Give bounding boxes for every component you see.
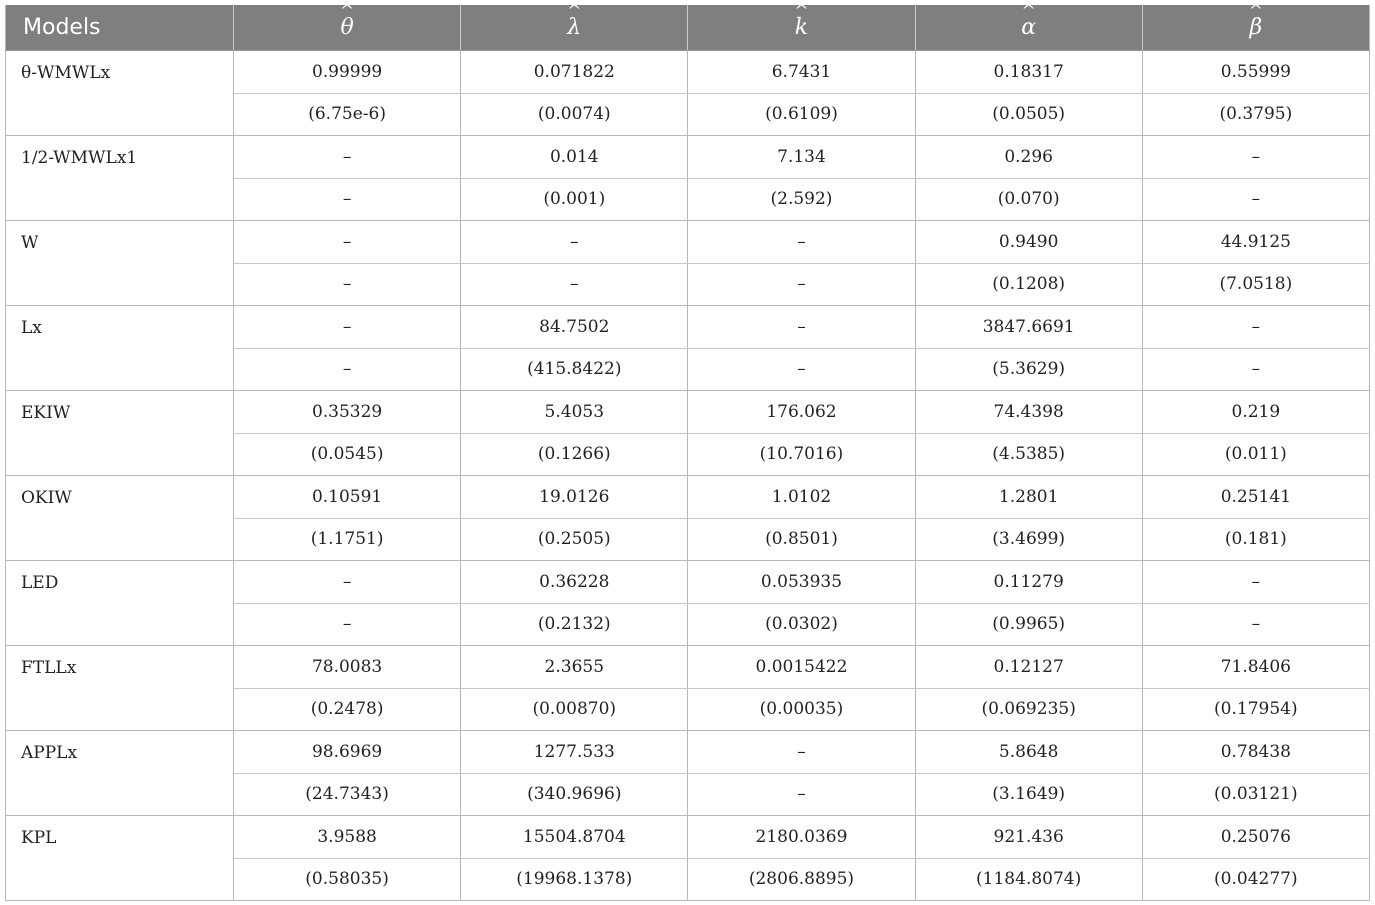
cell-theta-se: (0.58035)	[234, 858, 461, 901]
estimate-row	[6, 136, 1370, 179]
cell-alpha: 5.8648	[915, 731, 1142, 774]
cell-alpha-se: (0.0505)	[915, 93, 1142, 136]
model-name: OKIW	[6, 476, 234, 561]
model-name: FTLLx	[6, 646, 234, 731]
cell-alpha-se: (1184.8074)	[915, 858, 1142, 901]
cell-theta: 0.99999	[234, 51, 461, 94]
cell-beta: 0.55999	[1142, 51, 1369, 94]
cell-lambda-se: (0.0074)	[461, 93, 688, 136]
parameter-estimates-table	[5, 5, 1370, 901]
cell-k: –	[688, 221, 915, 264]
cell-k-se: –	[688, 263, 915, 306]
cell-theta-se: –	[234, 263, 461, 306]
cell-theta-se: –	[234, 178, 461, 221]
cell-alpha: 921.436	[915, 816, 1142, 859]
lambda-hat-symbol: ^ λ	[567, 15, 581, 40]
cell-alpha-se: (3.1649)	[915, 773, 1142, 816]
cell-lambda: 5.4053	[461, 391, 688, 434]
cell-theta: –	[234, 221, 461, 264]
estimate-row	[6, 646, 1370, 689]
cell-beta-se: (7.0518)	[1142, 263, 1369, 306]
cell-alpha: 0.12127	[915, 646, 1142, 689]
cell-theta: 98.6969	[234, 731, 461, 774]
cell-alpha: 74.4398	[915, 391, 1142, 434]
estimate-row	[6, 816, 1370, 859]
cell-lambda-se: (0.1266)	[461, 433, 688, 476]
cell-beta-se: –	[1142, 603, 1369, 646]
cell-beta-se: (0.17954)	[1142, 688, 1369, 731]
cell-beta-se: (0.181)	[1142, 518, 1369, 561]
cell-lambda-se: (340.9696)	[461, 773, 688, 816]
cell-k: 176.062	[688, 391, 915, 434]
cell-alpha: 3847.6691	[915, 306, 1142, 349]
estimate-row	[6, 51, 1370, 94]
cell-beta-se: (0.011)	[1142, 433, 1369, 476]
beta-hat-symbol: ^ β	[1249, 15, 1262, 40]
model-name: LED	[6, 561, 234, 646]
cell-k-se: (0.6109)	[688, 93, 915, 136]
theta-hat-symbol: ^ θ	[340, 15, 353, 40]
cell-theta-se: (24.7343)	[234, 773, 461, 816]
cell-k-se: (10.7016)	[688, 433, 915, 476]
cell-beta: 0.25141	[1142, 476, 1369, 519]
cell-alpha-se: (0.070)	[915, 178, 1142, 221]
cell-theta-se: (0.0545)	[234, 433, 461, 476]
cell-beta: 0.78438	[1142, 731, 1369, 774]
table-body	[6, 51, 1370, 901]
cell-alpha: 0.296	[915, 136, 1142, 179]
cell-lambda: 0.014	[461, 136, 688, 179]
cell-theta-se: (1.1751)	[234, 518, 461, 561]
cell-beta-se: –	[1142, 178, 1369, 221]
model-name: APPLx	[6, 731, 234, 816]
cell-theta: 78.0083	[234, 646, 461, 689]
cell-alpha-se: (5.3629)	[915, 348, 1142, 391]
cell-lambda: –	[461, 221, 688, 264]
estimate-row	[6, 391, 1370, 434]
cell-k-se: –	[688, 773, 915, 816]
cell-theta: –	[234, 561, 461, 604]
header-row	[6, 5, 1370, 51]
cell-lambda-se: (0.2505)	[461, 518, 688, 561]
cell-k: 2180.0369	[688, 816, 915, 859]
cell-lambda: 0.36228	[461, 561, 688, 604]
cell-k-se: (2.592)	[688, 178, 915, 221]
header-k-hat	[688, 5, 915, 51]
cell-lambda-se: (0.00870)	[461, 688, 688, 731]
cell-lambda: 0.071822	[461, 51, 688, 94]
cell-k: –	[688, 306, 915, 349]
cell-beta-se: –	[1142, 348, 1369, 391]
cell-k-se: (0.8501)	[688, 518, 915, 561]
cell-k: –	[688, 731, 915, 774]
cell-alpha: 0.9490	[915, 221, 1142, 264]
cell-beta-se: (0.04277)	[1142, 858, 1369, 901]
cell-lambda: 2.3655	[461, 646, 688, 689]
cell-k: 7.134	[688, 136, 915, 179]
cell-alpha: 0.11279	[915, 561, 1142, 604]
cell-alpha-se: (4.5385)	[915, 433, 1142, 476]
cell-theta-se: –	[234, 348, 461, 391]
model-name: Lx	[6, 306, 234, 391]
k-hat-symbol: ^ k	[795, 15, 808, 40]
cell-k: 6.7431	[688, 51, 915, 94]
header-lambda-hat	[461, 5, 688, 51]
cell-alpha-se: (0.9965)	[915, 603, 1142, 646]
cell-theta: 3.9588	[234, 816, 461, 859]
estimate-row	[6, 731, 1370, 774]
cell-theta-se: (6.75e-6)	[234, 93, 461, 136]
estimate-row	[6, 306, 1370, 349]
cell-lambda: 15504.8704	[461, 816, 688, 859]
estimate-row	[6, 476, 1370, 519]
cell-alpha: 0.18317	[915, 51, 1142, 94]
cell-lambda-se: (0.001)	[461, 178, 688, 221]
table-header	[6, 5, 1370, 51]
cell-theta: –	[234, 306, 461, 349]
estimate-row	[6, 561, 1370, 604]
cell-alpha-se: (3.4699)	[915, 518, 1142, 561]
cell-lambda-se: –	[461, 263, 688, 306]
cell-beta-se: (0.03121)	[1142, 773, 1369, 816]
estimate-row	[6, 221, 1370, 264]
cell-beta: –	[1142, 136, 1369, 179]
cell-theta: 0.10591	[234, 476, 461, 519]
cell-beta-se: (0.3795)	[1142, 93, 1369, 136]
cell-beta: –	[1142, 306, 1369, 349]
model-name: 1/2-WMWLx1	[6, 136, 234, 221]
cell-k-se: (0.0302)	[688, 603, 915, 646]
cell-theta: –	[234, 136, 461, 179]
model-name: W	[6, 221, 234, 306]
cell-theta-se: (0.2478)	[234, 688, 461, 731]
cell-theta: 0.35329	[234, 391, 461, 434]
cell-lambda-se: (19968.1378)	[461, 858, 688, 901]
model-name: EKIW	[6, 391, 234, 476]
cell-k-se: (0.00035)	[688, 688, 915, 731]
cell-beta: 0.25076	[1142, 816, 1369, 859]
cell-lambda: 19.0126	[461, 476, 688, 519]
cell-k-se: (2806.8895)	[688, 858, 915, 901]
cell-beta: 71.8406	[1142, 646, 1369, 689]
cell-lambda: 1277.533	[461, 731, 688, 774]
cell-lambda: 84.7502	[461, 306, 688, 349]
cell-lambda-se: (415.8422)	[461, 348, 688, 391]
header-models: Models	[6, 5, 234, 51]
cell-alpha-se: (0.1208)	[915, 263, 1142, 306]
cell-beta: –	[1142, 561, 1369, 604]
cell-k: 0.053935	[688, 561, 915, 604]
cell-k: 1.0102	[688, 476, 915, 519]
cell-lambda-se: (0.2132)	[461, 603, 688, 646]
cell-beta: 0.219	[1142, 391, 1369, 434]
cell-theta-se: –	[234, 603, 461, 646]
cell-k-se: –	[688, 348, 915, 391]
model-name: θ-WMWLx	[6, 51, 234, 136]
cell-alpha: 1.2801	[915, 476, 1142, 519]
header-beta-hat	[1142, 5, 1369, 51]
header-alpha-hat	[915, 5, 1142, 51]
cell-beta: 44.9125	[1142, 221, 1369, 264]
header-theta-hat	[234, 5, 461, 51]
model-name: KPL	[6, 816, 234, 901]
cell-alpha-se: (0.069235)	[915, 688, 1142, 731]
cell-k: 0.0015422	[688, 646, 915, 689]
alpha-hat-symbol: ^ α	[1021, 15, 1036, 40]
